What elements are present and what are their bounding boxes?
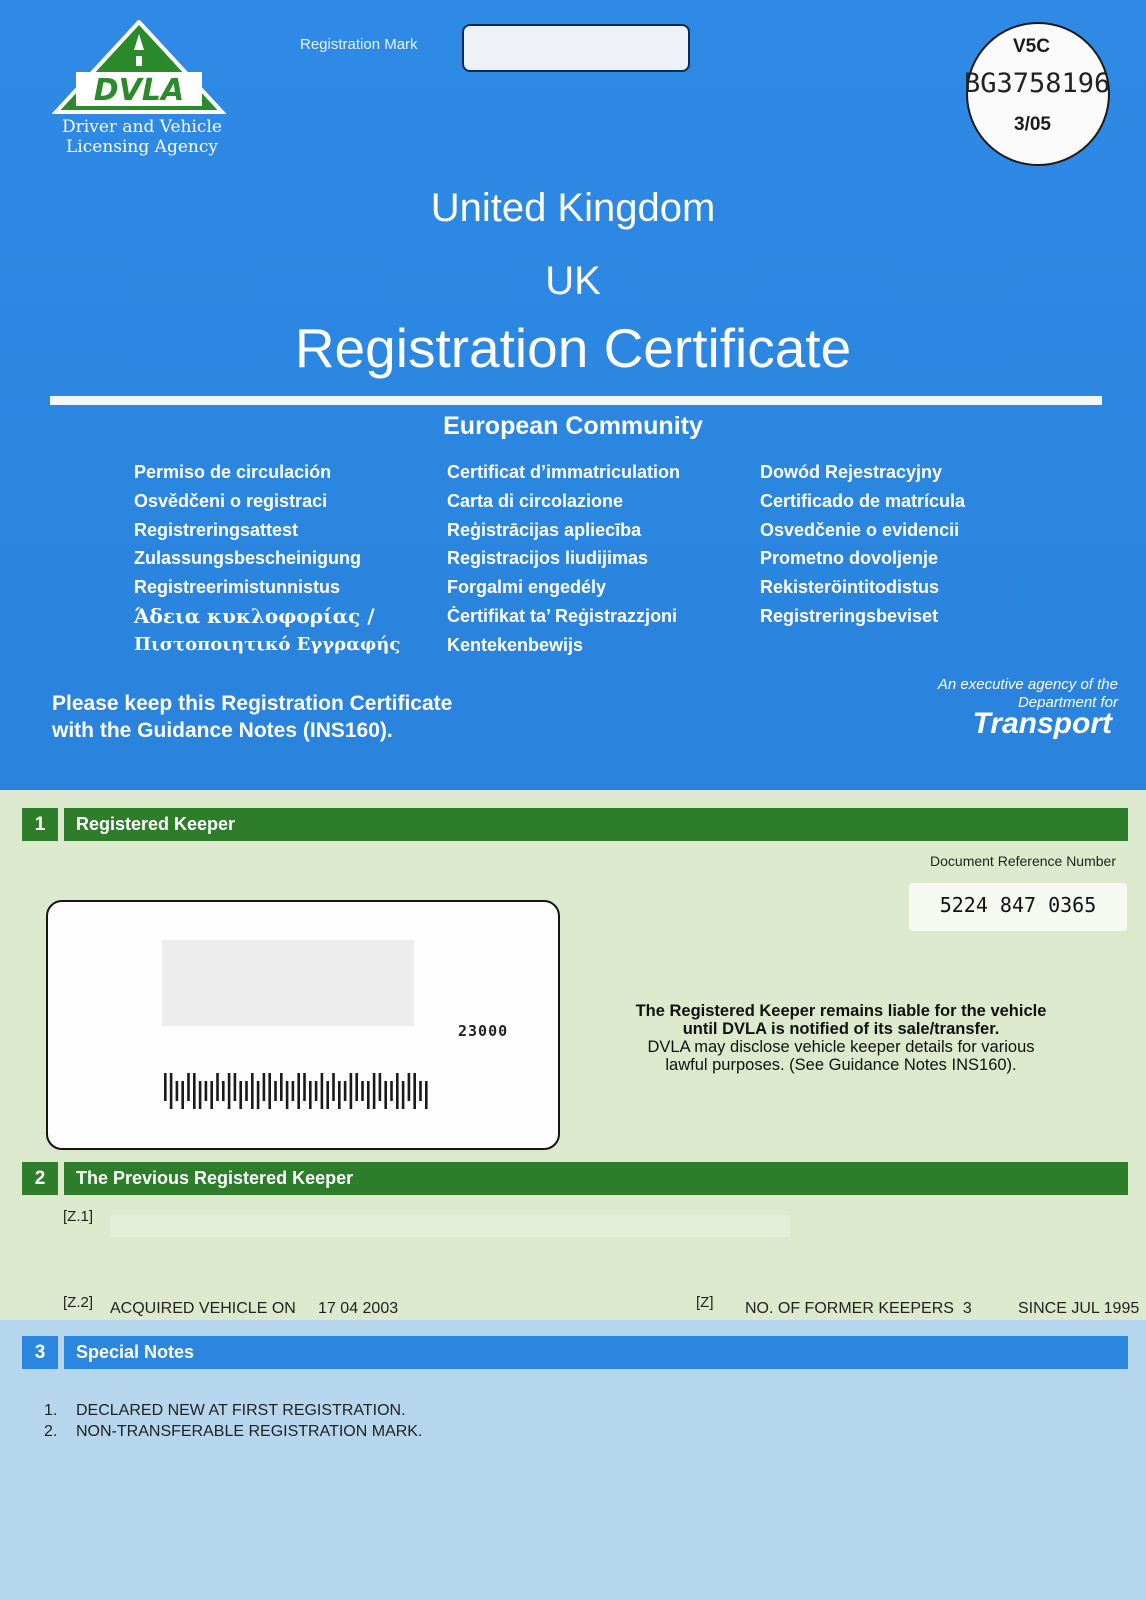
note-number: 1. xyxy=(44,1402,58,1419)
translation-item: Πιστοποιητικό Εγγραφής xyxy=(134,633,401,655)
section-2-title: The Previous Registered Keeper xyxy=(64,1162,1128,1195)
translation-item: Osvědčeni o registraci xyxy=(134,490,328,511)
translations-column-3 xyxy=(760,458,965,631)
barcode-bar xyxy=(390,1081,393,1101)
barcode-bar xyxy=(408,1073,411,1101)
disclosure-line2: lawful purposes. (See Guidance Notes INS160). xyxy=(665,1056,1017,1074)
acquired-text: ACQUIRED VEHICLE ON xyxy=(110,1300,296,1317)
barcode-bar xyxy=(303,1073,306,1101)
z-label: [Z] xyxy=(696,1294,714,1311)
translation-item: Rekisteröintitodistus xyxy=(760,577,940,598)
liability-line2: until DVLA is notified of its sale/transfer. xyxy=(682,1020,1000,1038)
note-number: 2. xyxy=(44,1423,58,1440)
translation-item: Certificat d’immatriculation xyxy=(447,462,681,482)
barcode-bar xyxy=(164,1073,167,1101)
barcode-bar xyxy=(361,1081,364,1101)
title-abbr: UK xyxy=(545,259,601,303)
liability-notice xyxy=(596,1002,1086,1074)
barcode-bar xyxy=(210,1081,213,1109)
barcode-bar xyxy=(338,1081,341,1109)
barcode-bar xyxy=(187,1073,190,1101)
translation-item: Zulassungsbescheinigung xyxy=(134,548,362,569)
translation-item: Ċertifikat ta’ Reġistrazzjoni xyxy=(447,605,678,626)
z2-label: [Z.2] xyxy=(63,1294,94,1311)
barcode-bar xyxy=(384,1081,387,1109)
section-3-title: Special Notes xyxy=(64,1336,1128,1369)
barcode-bar xyxy=(413,1073,416,1109)
barcode-bar xyxy=(268,1073,271,1109)
barcode-bar xyxy=(205,1081,208,1101)
registration-mark-label: Registration Mark xyxy=(300,36,418,53)
barcode-bar xyxy=(176,1081,179,1101)
barcode-bar xyxy=(332,1073,335,1101)
translation-item: Registreringsbeviset xyxy=(760,605,939,626)
executive-agency-line2: Department for xyxy=(1017,694,1118,711)
special-notes-list xyxy=(44,1400,422,1442)
barcode-bar xyxy=(292,1081,295,1101)
form-date: 3/05 xyxy=(1014,114,1051,135)
barcode-bar xyxy=(251,1073,254,1109)
translation-item: Carta di circolazione xyxy=(447,490,624,511)
keeper-postcode-fragment: 23000 xyxy=(458,1022,509,1040)
title-country: United Kingdom xyxy=(430,186,716,230)
translation-item: Reģistrācijas apliecība xyxy=(447,519,642,540)
since-date: SINCE JUL 1995 xyxy=(1018,1300,1140,1317)
translation-item: Άδεια κυκλοφορίας / xyxy=(134,603,375,628)
barcode-bar xyxy=(309,1081,312,1109)
barcode-bar xyxy=(379,1073,382,1101)
section-1-number: 1 xyxy=(22,808,58,841)
translation-item: Registracijos liudijimas xyxy=(447,548,649,569)
barcode-bar xyxy=(373,1073,376,1109)
barcode-bar xyxy=(239,1081,242,1109)
translation-item: Registreringsattest xyxy=(134,519,299,540)
translation-item: Certificado de matrícula xyxy=(760,490,966,511)
agency-name-line2: Licensing Agency xyxy=(66,137,218,157)
form-code: V5C xyxy=(1013,36,1050,57)
barcode-bar xyxy=(222,1081,225,1101)
translation-item: Osvedčenie o evidencii xyxy=(760,519,960,540)
keep-notice xyxy=(52,690,452,744)
barcode-bar xyxy=(326,1081,329,1109)
barcode-bar xyxy=(199,1081,202,1109)
registration-mark-box xyxy=(462,24,690,72)
barcode-icon xyxy=(164,1073,434,1109)
list-item xyxy=(44,1400,422,1421)
agency-name xyxy=(52,117,232,157)
barcode-bar xyxy=(234,1073,237,1101)
barcode-bar xyxy=(181,1081,184,1109)
logo-text: DVLA xyxy=(93,73,185,108)
z1-label: [Z.1] xyxy=(63,1208,94,1225)
acquired-vehicle xyxy=(110,1300,398,1318)
barcode-bar xyxy=(419,1081,422,1101)
list-item xyxy=(44,1421,422,1442)
barcode-bar xyxy=(263,1073,266,1101)
doc-ref-value: 5224 847 0365 xyxy=(939,893,1097,917)
former-keepers-count: 3 xyxy=(962,1300,972,1317)
barcode-bar xyxy=(344,1081,347,1101)
barcode-bar xyxy=(315,1081,318,1101)
section-2-number: 2 xyxy=(22,1162,58,1195)
barcode-bar xyxy=(170,1073,173,1109)
barcode-bar xyxy=(350,1073,353,1109)
department-name: Transport xyxy=(972,707,1112,740)
translation-item: Prometno dovoljenje xyxy=(760,548,939,569)
page-title: Registration Certificate xyxy=(294,317,852,379)
postal-barcode xyxy=(164,1073,434,1114)
disclosure-line1: DVLA may disclose vehicle keeper details for various xyxy=(647,1038,1035,1056)
subtitle: European Community xyxy=(443,412,703,440)
barcode-bar xyxy=(193,1073,196,1109)
barcode-bar xyxy=(245,1081,248,1101)
title-divider xyxy=(50,396,1102,405)
translation-item: Dowód Rejestracyjny xyxy=(760,462,943,482)
barcode-bar xyxy=(402,1081,405,1109)
barcode-bar xyxy=(286,1081,289,1109)
barcode-bar xyxy=(297,1073,300,1109)
section-1-title: Registered Keeper xyxy=(64,808,1128,841)
translation-item: Permiso de circulación xyxy=(134,462,332,482)
keep-notice-line2: with the Guidance Notes (INS160). xyxy=(52,719,393,742)
form-serial-prefix: BG xyxy=(964,68,997,99)
translation-item: Forgalmi engedély xyxy=(447,577,607,598)
section-3-number: 3 xyxy=(22,1336,58,1369)
agency-name-line1: Driver and Vehicle xyxy=(62,117,222,137)
translations-column-1 xyxy=(134,458,400,660)
translation-item: Kentekenbewijs xyxy=(447,634,584,655)
former-keepers xyxy=(745,1300,972,1318)
form-serial-number: 3758196 xyxy=(996,68,1111,99)
barcode-bar xyxy=(425,1081,428,1109)
barcode-bar xyxy=(280,1073,283,1101)
keeper-address-redacted xyxy=(162,940,414,1026)
barcode-bar xyxy=(228,1073,231,1109)
barcode-bar xyxy=(355,1073,358,1101)
liability-line1: The Registered Keeper remains liable for the vehicle xyxy=(635,1002,1047,1020)
barcode-bar xyxy=(396,1073,399,1109)
note-text: DECLARED NEW AT FIRST REGISTRATION. xyxy=(76,1402,406,1419)
barcode-bar xyxy=(367,1081,370,1109)
translations-column-2 xyxy=(447,458,680,660)
doc-ref-label: Document Reference Number xyxy=(930,853,1116,869)
executive-agency-line1: An executive agency of the xyxy=(937,676,1118,693)
translation-item: Registreerimistunnistus xyxy=(134,577,341,598)
barcode-bar xyxy=(274,1081,277,1101)
previous-keeper-name-redacted xyxy=(110,1215,790,1237)
acquired-date: 17 04 2003 xyxy=(318,1300,399,1317)
keep-notice-line1: Please keep this Registration Certificate xyxy=(52,692,453,715)
barcode-bar xyxy=(257,1081,260,1109)
note-text: NON-TRANSFERABLE REGISTRATION MARK. xyxy=(76,1423,423,1440)
form-serial xyxy=(964,68,1110,99)
barcode-bar xyxy=(321,1073,324,1109)
barcode-bar xyxy=(216,1073,219,1101)
former-keepers-text: NO. OF FORMER KEEPERS xyxy=(745,1300,954,1317)
